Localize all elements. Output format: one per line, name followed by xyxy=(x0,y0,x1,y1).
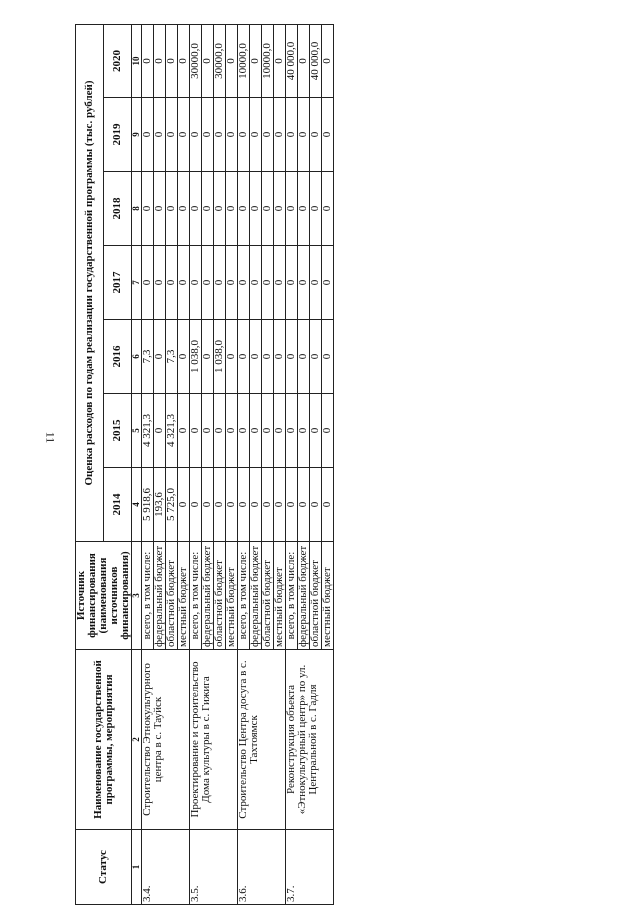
row-value: 40 000,0 xyxy=(286,24,298,97)
row-value: 0 xyxy=(190,98,202,172)
row-name: Проектирование и строительство Дома культуры в с. Гижига xyxy=(190,650,238,830)
row-status: 3.4. xyxy=(142,830,190,905)
row-value: 0 xyxy=(286,172,298,246)
row-source: областной бюджет xyxy=(166,542,178,650)
table-body xyxy=(142,24,334,904)
row-value: 0 xyxy=(190,468,202,542)
table-row xyxy=(142,24,154,904)
row-value: 0 xyxy=(274,320,286,394)
row-value: 30000,0 xyxy=(190,24,202,97)
row-value: 0 xyxy=(226,468,238,542)
row-value: 0 xyxy=(202,98,214,172)
row-value: 10000,0 xyxy=(238,24,250,97)
row-value: 0 xyxy=(322,246,334,320)
row-value: 0 xyxy=(310,246,322,320)
column-number: 4 xyxy=(132,468,142,542)
row-value: 0 xyxy=(286,246,298,320)
rotated-table-container xyxy=(75,25,630,905)
row-status: 3.7. xyxy=(286,830,334,905)
row-source: местный бюджет xyxy=(226,542,238,650)
header-source: Источник финансирования (наименования источников финансирования) xyxy=(76,542,132,650)
row-value: 0 xyxy=(310,98,322,172)
row-value: 1 038,0 xyxy=(214,320,226,394)
row-value: 0 xyxy=(262,98,274,172)
row-value: 7,3 xyxy=(142,320,154,394)
row-value: 0 xyxy=(166,172,178,246)
table-header xyxy=(76,24,142,904)
row-value: 0 xyxy=(250,246,262,320)
row-value: 0 xyxy=(202,320,214,394)
row-source: областной бюджет xyxy=(214,542,226,650)
row-value: 0 xyxy=(154,246,166,320)
column-number: 3 xyxy=(132,542,142,650)
row-value: 0 xyxy=(298,394,310,468)
header-row xyxy=(76,24,104,904)
row-value: 0 xyxy=(214,246,226,320)
row-name: Строительство Центра досуга в с. Тахтоямск xyxy=(238,650,286,830)
row-value: 0 xyxy=(262,246,274,320)
row-value: 0 xyxy=(322,394,334,468)
row-value: 0 xyxy=(202,394,214,468)
row-value: 0 xyxy=(178,394,190,468)
row-value: 0 xyxy=(226,320,238,394)
row-value: 0 xyxy=(202,468,214,542)
row-value: 4 321,3 xyxy=(142,394,154,468)
row-value: 0 xyxy=(238,98,250,172)
row-value: 0 xyxy=(238,246,250,320)
row-value: 0 xyxy=(154,24,166,97)
header-year: 2019 xyxy=(104,98,132,172)
row-value: 0 xyxy=(178,24,190,97)
row-value: 0 xyxy=(142,172,154,246)
row-value: 0 xyxy=(322,172,334,246)
header-year: 2014 xyxy=(104,468,132,542)
table-row xyxy=(238,24,250,904)
row-value: 0 xyxy=(274,246,286,320)
column-number: 6 xyxy=(132,320,142,394)
row-value: 0 xyxy=(250,172,262,246)
column-number: 7 xyxy=(132,246,142,320)
row-value: 0 xyxy=(286,394,298,468)
row-value: 0 xyxy=(298,98,310,172)
row-value: 0 xyxy=(262,468,274,542)
row-value: 0 xyxy=(142,246,154,320)
row-value: 0 xyxy=(178,98,190,172)
row-value: 0 xyxy=(190,394,202,468)
row-value: 0 xyxy=(298,172,310,246)
header-year: 2015 xyxy=(104,394,132,468)
row-value: 0 xyxy=(202,246,214,320)
row-value: 0 xyxy=(286,98,298,172)
row-value: 0 xyxy=(262,172,274,246)
row-value: 0 xyxy=(238,394,250,468)
header-estimate: Оценка расходов по годам реализации государственной программы (тыс. рублей) xyxy=(76,24,104,541)
row-value: 0 xyxy=(154,172,166,246)
row-value: 0 xyxy=(166,246,178,320)
row-value: 0 xyxy=(238,468,250,542)
row-value: 7,3 xyxy=(166,320,178,394)
row-value: 0 xyxy=(298,468,310,542)
row-value: 1 038,0 xyxy=(190,320,202,394)
row-source: местный бюджет xyxy=(322,542,334,650)
row-value: 0 xyxy=(226,24,238,97)
row-value: 0 xyxy=(250,320,262,394)
table-row xyxy=(190,24,202,904)
row-value: 4 321,3 xyxy=(166,394,178,468)
row-value: 0 xyxy=(310,172,322,246)
row-value: 0 xyxy=(322,320,334,394)
row-value: 0 xyxy=(238,320,250,394)
header-year: 2018 xyxy=(104,172,132,246)
row-value: 0 xyxy=(298,246,310,320)
row-value: 0 xyxy=(142,24,154,97)
row-source: местный бюджет xyxy=(274,542,286,650)
row-value: 5 918,6 xyxy=(142,468,154,542)
row-value: 0 xyxy=(274,98,286,172)
row-source: всего, в том числе: xyxy=(142,542,154,650)
row-source: областной бюджет xyxy=(262,542,274,650)
row-value: 30000,0 xyxy=(214,24,226,97)
row-value: 0 xyxy=(274,468,286,542)
row-source: местный бюджет xyxy=(178,542,190,650)
row-value: 0 xyxy=(298,24,310,97)
row-value: 0 xyxy=(322,24,334,97)
row-value: 0 xyxy=(310,320,322,394)
row-status: 3.5. xyxy=(190,830,238,905)
row-source: федеральный бюджет xyxy=(154,542,166,650)
row-source: всего, в том числе: xyxy=(238,542,250,650)
row-value: 0 xyxy=(142,98,154,172)
row-value: 0 xyxy=(166,24,178,97)
row-value: 0 xyxy=(238,172,250,246)
row-value: 0 xyxy=(154,394,166,468)
row-value: 0 xyxy=(322,98,334,172)
header-year: 2016 xyxy=(104,320,132,394)
column-number: 10 xyxy=(132,24,142,97)
row-value: 0 xyxy=(214,172,226,246)
row-value: 0 xyxy=(226,246,238,320)
row-value: 5 725,0 xyxy=(166,468,178,542)
table-row xyxy=(286,24,298,904)
row-value: 0 xyxy=(178,320,190,394)
column-number-row xyxy=(132,24,142,904)
row-value: 0 xyxy=(214,394,226,468)
row-value: 0 xyxy=(214,98,226,172)
row-source: федеральный бюджет xyxy=(202,542,214,650)
row-value: 0 xyxy=(274,394,286,468)
row-value: 193,6 xyxy=(154,468,166,542)
header-status: Статус xyxy=(76,830,132,905)
row-value: 0 xyxy=(226,98,238,172)
row-source: всего, в том числе: xyxy=(286,542,298,650)
row-value: 0 xyxy=(226,394,238,468)
row-value: 0 xyxy=(310,468,322,542)
row-value: 0 xyxy=(226,172,238,246)
row-value: 0 xyxy=(154,98,166,172)
column-number: 2 xyxy=(132,650,142,830)
row-value: 0 xyxy=(178,468,190,542)
row-value: 0 xyxy=(262,320,274,394)
row-value: 0 xyxy=(250,98,262,172)
row-status: 3.6. xyxy=(238,830,286,905)
row-source: федеральный бюджет xyxy=(250,542,262,650)
row-value: 0 xyxy=(322,468,334,542)
row-value: 0 xyxy=(262,394,274,468)
row-value: 0 xyxy=(274,24,286,97)
row-value: 0 xyxy=(190,172,202,246)
header-name: Наименование государственной программы, мероприятия xyxy=(76,650,132,830)
row-value: 0 xyxy=(250,394,262,468)
header-year: 2017 xyxy=(104,246,132,320)
row-value: 0 xyxy=(178,172,190,246)
header-year: 2020 xyxy=(104,24,132,97)
row-value: 0 xyxy=(154,320,166,394)
budget-table xyxy=(75,24,334,905)
row-value: 0 xyxy=(298,320,310,394)
row-value: 0 xyxy=(214,468,226,542)
column-number: 8 xyxy=(132,172,142,246)
row-value: 0 xyxy=(250,468,262,542)
row-value: 40 000,0 xyxy=(310,24,322,97)
column-number: 9 xyxy=(132,98,142,172)
page-number: 11 xyxy=(43,431,58,444)
row-source: федеральный бюджет xyxy=(298,542,310,650)
row-name: Строительство Этнокультурного центра в с. Тауйск xyxy=(142,650,190,830)
row-name: Реконструкция объекта «Этнокультурный центр» по ул. Центральной в с. Гадля xyxy=(286,650,334,830)
row-value: 0 xyxy=(310,394,322,468)
row-value: 0 xyxy=(286,320,298,394)
row-source: всего, в том числе: xyxy=(190,542,202,650)
row-value: 0 xyxy=(250,24,262,97)
row-value: 0 xyxy=(286,468,298,542)
row-value: 0 xyxy=(202,172,214,246)
row-source: областной бюджет xyxy=(310,542,322,650)
row-value: 0 xyxy=(202,24,214,97)
row-value: 0 xyxy=(166,98,178,172)
column-number: 1 xyxy=(132,830,142,905)
row-value: 0 xyxy=(178,246,190,320)
row-value: 10000,0 xyxy=(262,24,274,97)
column-number: 5 xyxy=(132,394,142,468)
row-value: 0 xyxy=(274,172,286,246)
row-value: 0 xyxy=(190,246,202,320)
